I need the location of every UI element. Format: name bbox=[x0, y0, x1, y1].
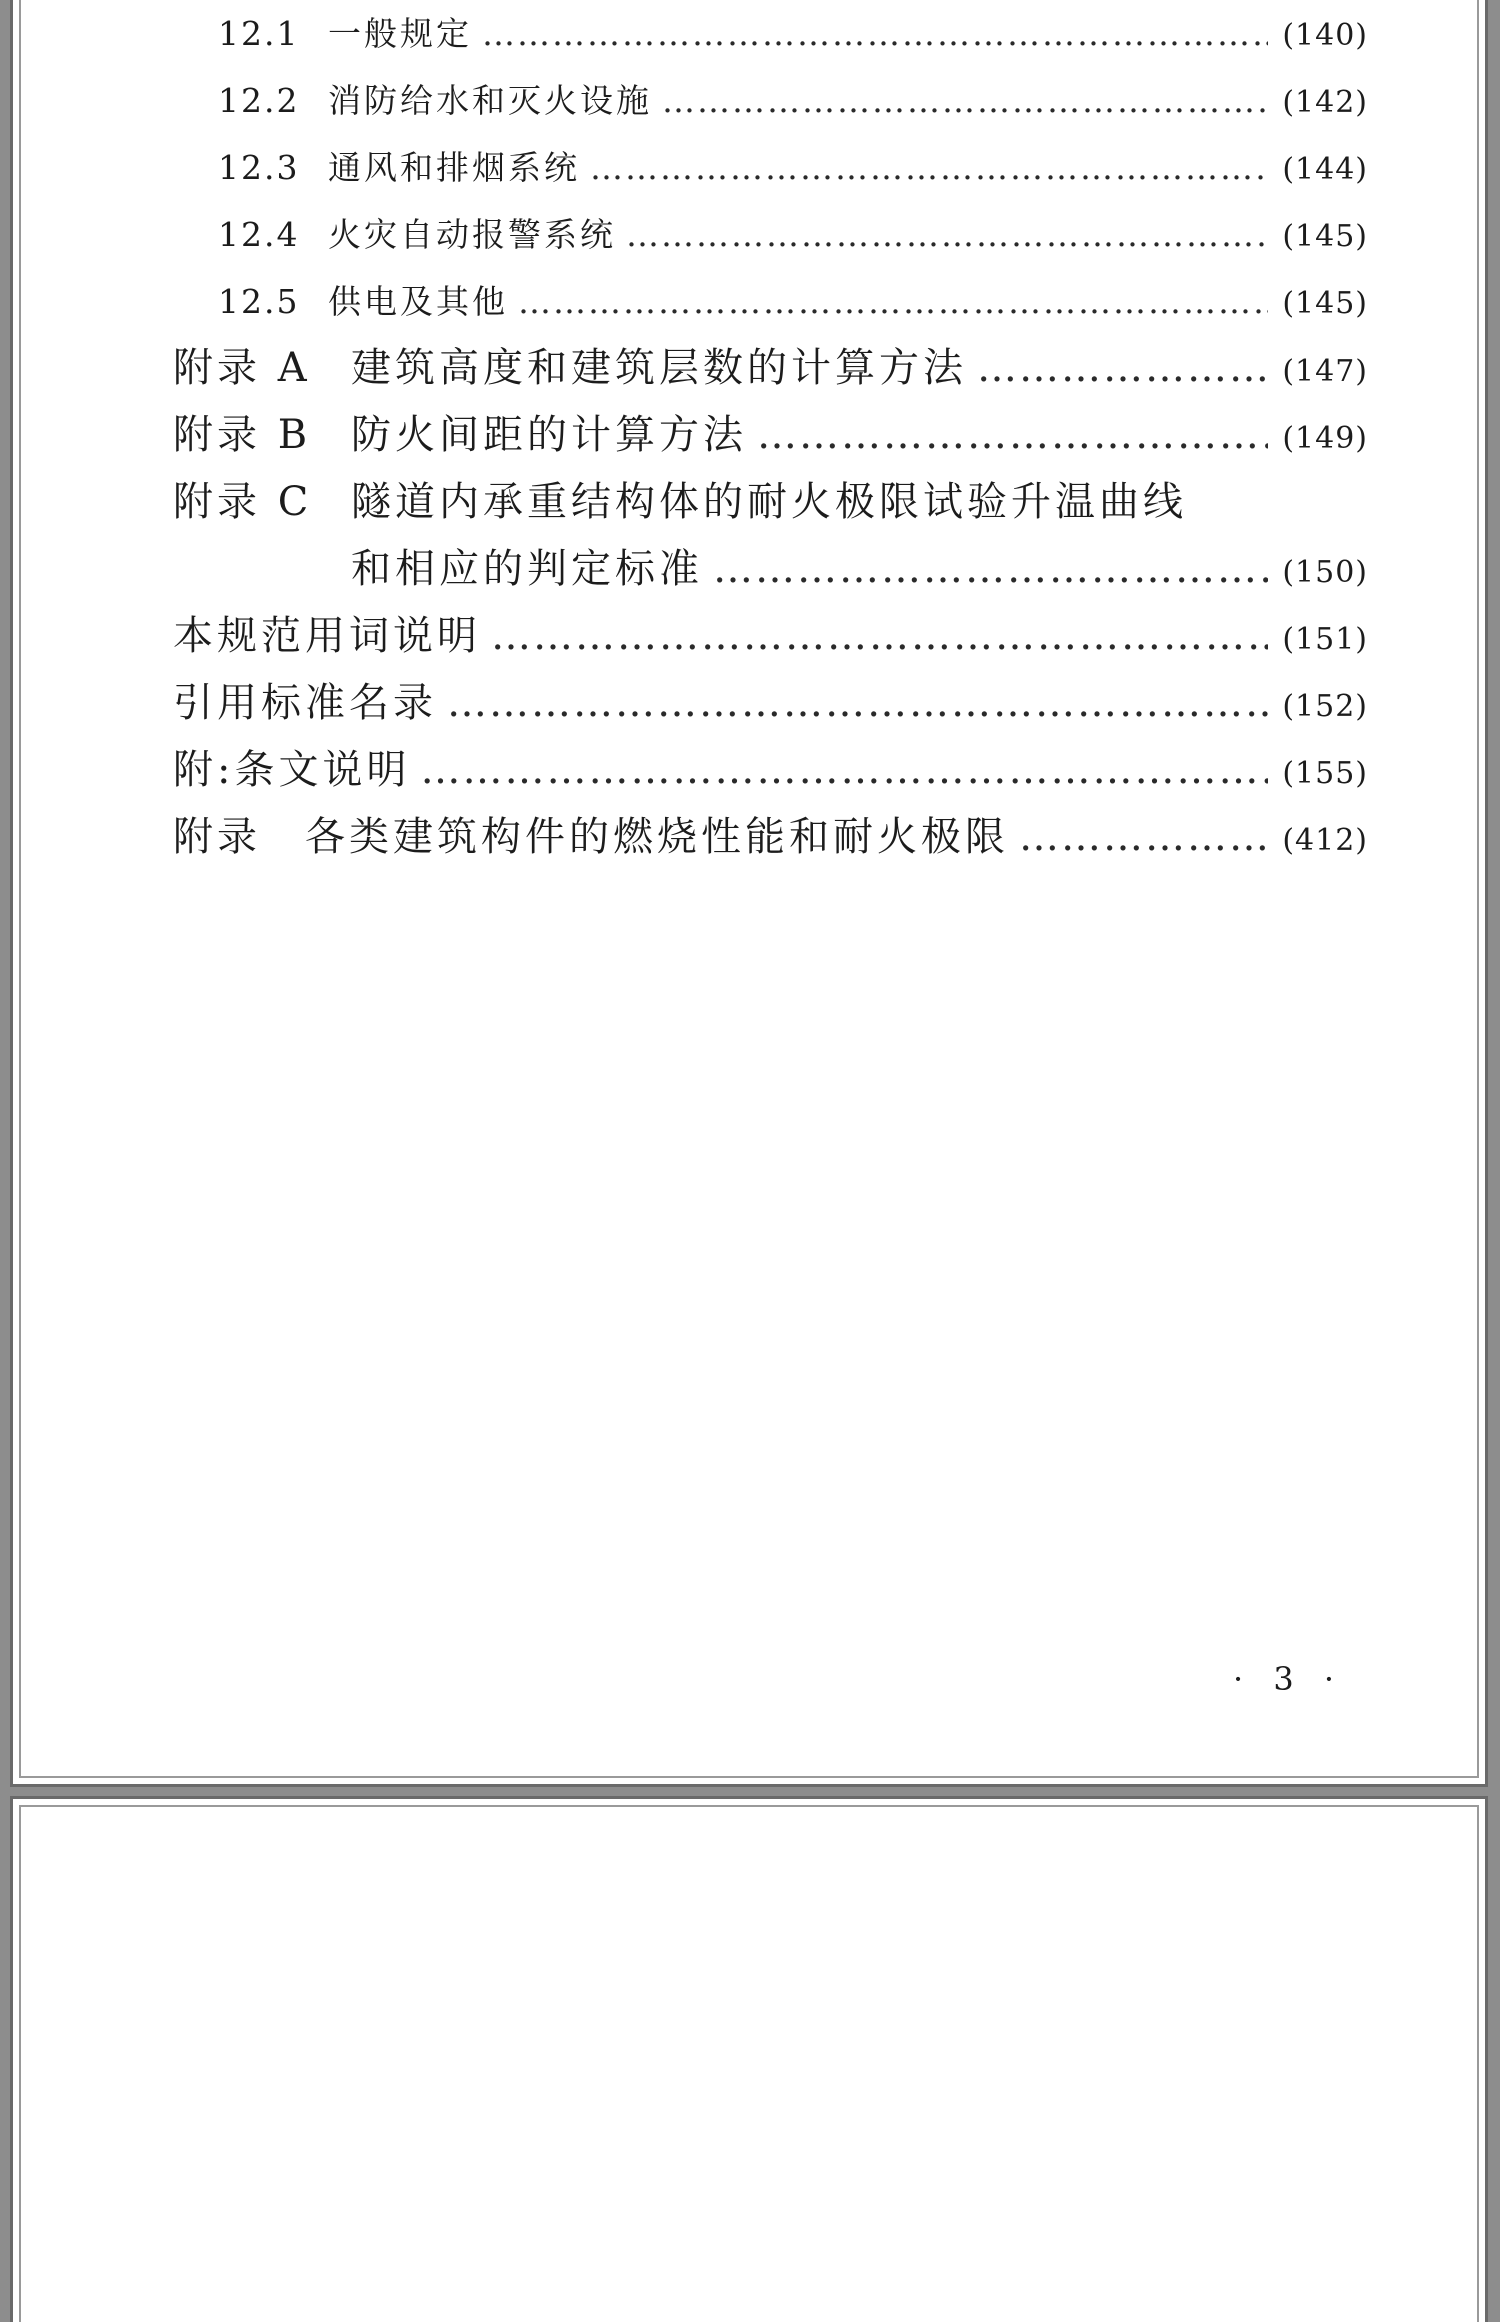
toc-page-number: (412) bbox=[1282, 823, 1368, 858]
dot-leader bbox=[757, 412, 1268, 458]
toc-entry-title: 消防给水和灭火设施 bbox=[328, 81, 652, 120]
toc-page-number: (140) bbox=[1282, 18, 1368, 53]
toc-entry-12-4[interactable] bbox=[218, 209, 1368, 256]
toc-entry-appendix-b[interactable] bbox=[173, 403, 1368, 460]
toc-entry-appendix-c-cont[interactable] bbox=[351, 537, 1368, 594]
dot-leader bbox=[713, 546, 1268, 592]
toc-entry-appendix-c[interactable] bbox=[173, 470, 1187, 527]
toc-entry-title: 建筑高度和建筑层数的计算方法 bbox=[351, 345, 967, 391]
dot-leader bbox=[491, 613, 1268, 659]
toc-entry-title: 本规范用词说明 bbox=[173, 613, 481, 659]
dot-leader bbox=[590, 148, 1268, 187]
toc-entry-title: 引用标准名录 bbox=[173, 680, 437, 726]
toc-page-number: (145) bbox=[1282, 286, 1368, 321]
toc-entry-number: 附录 B bbox=[173, 412, 312, 458]
toc-page-number: (147) bbox=[1282, 354, 1368, 389]
dot-leader bbox=[518, 282, 1268, 321]
toc-page-number: (152) bbox=[1282, 689, 1368, 724]
toc-entry-title: 火灾自动报警系统 bbox=[328, 215, 616, 254]
toc-entry-12-1[interactable] bbox=[218, 8, 1368, 55]
toc-page-number: (155) bbox=[1282, 756, 1368, 791]
toc-page-number: (150) bbox=[1282, 555, 1368, 590]
toc-page-number: (145) bbox=[1282, 219, 1368, 254]
dot-leader bbox=[626, 215, 1268, 254]
toc-page-number: (144) bbox=[1282, 152, 1368, 187]
toc-entry-appendix-a[interactable] bbox=[173, 336, 1368, 393]
toc-entry-references[interactable] bbox=[173, 671, 1368, 728]
toc-entry-12-2[interactable] bbox=[218, 75, 1368, 122]
dot-leader bbox=[977, 345, 1268, 391]
dot-leader bbox=[420, 747, 1268, 793]
dot-leader bbox=[1019, 814, 1268, 860]
toc-entry-number: 附录 bbox=[173, 814, 261, 860]
toc-entry-number: 12.1 bbox=[218, 14, 300, 53]
toc-page-number: (151) bbox=[1282, 622, 1368, 657]
toc-entry-12-5[interactable] bbox=[218, 276, 1368, 323]
dot-leader bbox=[447, 680, 1268, 726]
page-folio: · 3 · bbox=[1233, 1660, 1345, 1698]
toc-entry-12-3[interactable] bbox=[218, 142, 1368, 189]
toc-entry-appendix-components[interactable] bbox=[173, 805, 1368, 862]
dot-leader bbox=[482, 14, 1268, 53]
toc-entry-number: 12.5 bbox=[218, 282, 300, 321]
toc-entry-number: 附录 A bbox=[173, 345, 311, 391]
page-4 bbox=[10, 1796, 1488, 2322]
toc-entry-number: 12.4 bbox=[218, 215, 300, 254]
toc-page-number: (149) bbox=[1282, 421, 1368, 456]
toc-entry-number: 12.2 bbox=[218, 81, 300, 120]
toc-entry-commentary[interactable] bbox=[173, 738, 1368, 795]
dot-leader bbox=[662, 81, 1268, 120]
toc-entry-title: 通风和排烟系统 bbox=[328, 148, 580, 187]
toc-entry-title-line1: 隧道内承重结构体的耐火极限试验升温曲线 bbox=[351, 479, 1187, 525]
page-inner-border bbox=[19, 1805, 1479, 2322]
toc-entry-title: 各类建筑构件的燃烧性能和耐火极限 bbox=[305, 814, 1009, 860]
toc-entry-title: 一般规定 bbox=[328, 14, 472, 53]
toc-entry-title: 防火间距的计算方法 bbox=[351, 412, 747, 458]
toc-entry-title: 附:条文说明 bbox=[173, 747, 411, 793]
toc-entry-title-line2: 和相应的判定标准 bbox=[351, 546, 703, 592]
toc-entry-number: 附录 C bbox=[173, 479, 313, 525]
toc-entry-title: 供电及其他 bbox=[328, 282, 508, 321]
toc-entry-glossary[interactable] bbox=[173, 604, 1368, 661]
page-3 bbox=[10, 0, 1488, 1787]
table-of-contents bbox=[13, 0, 1485, 1784]
toc-page-number: (142) bbox=[1282, 85, 1368, 120]
toc-entry-number: 12.3 bbox=[218, 148, 300, 187]
